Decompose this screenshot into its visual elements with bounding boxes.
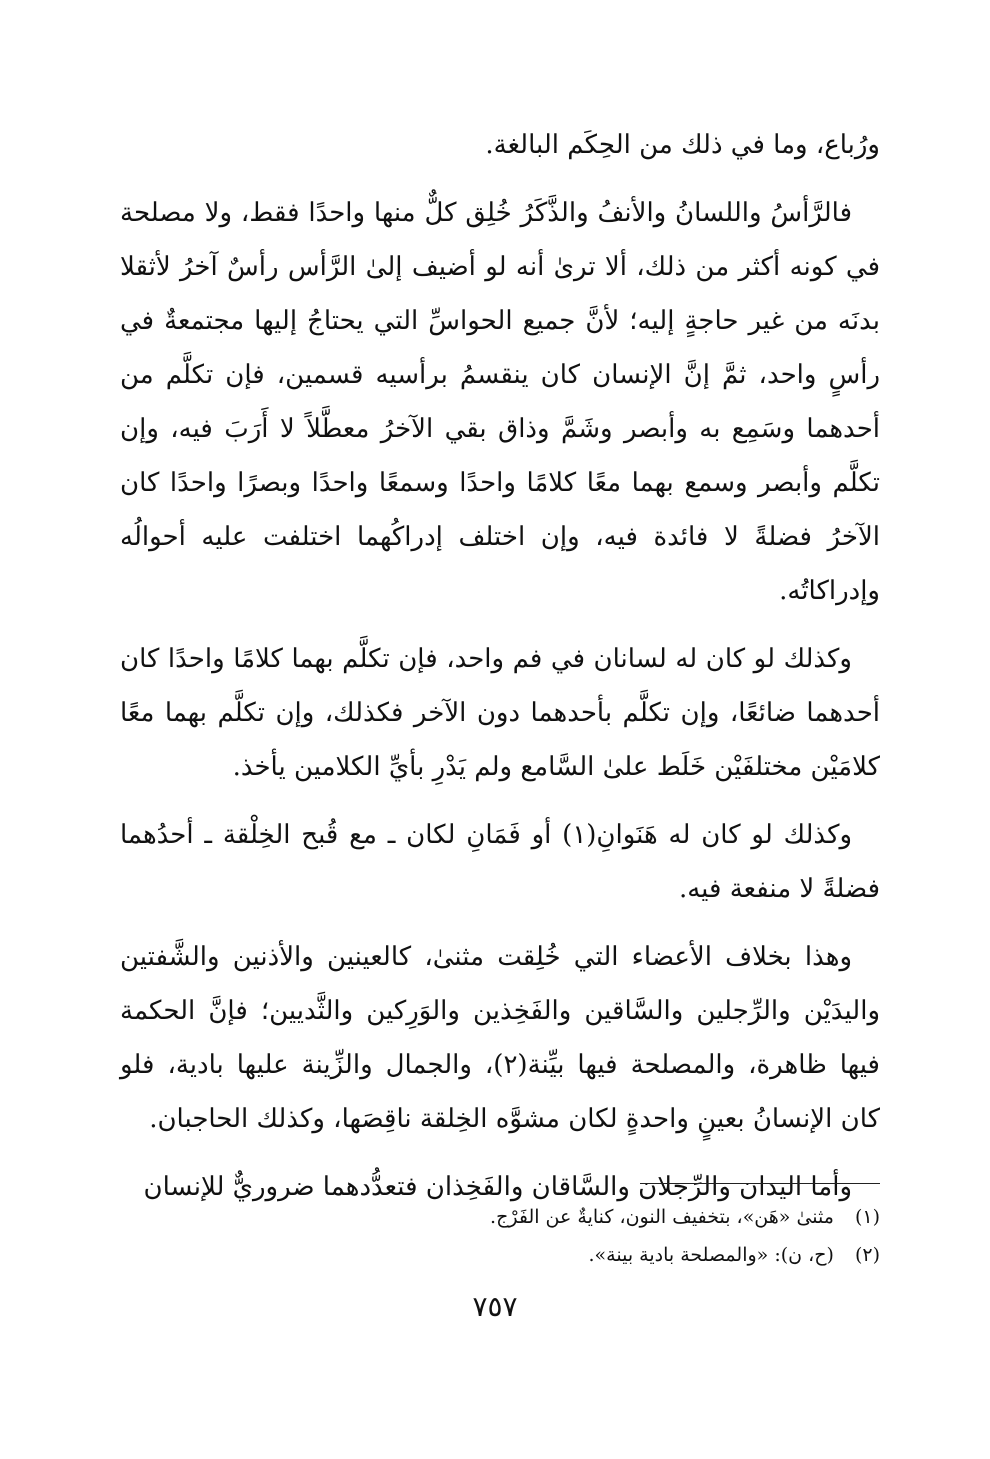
footnote-text: مثنىٰ «هَن»، بتخفيف النون، كنايةٌ عن الفَرْج.	[490, 1206, 834, 1228]
paragraph-1: ورُباع، وما في ذلك من الحِكَم البالغة.	[485, 130, 880, 160]
footnote-2	[120, 1236, 880, 1274]
footnote-1	[120, 1198, 880, 1236]
footnote-text: (ح، ن): «والمصلحة بادية بينة».	[588, 1244, 834, 1266]
paragraph-3: وكذلك لو كان له لسانان في فم واحد، فإن تكلَّم بهما كلامًا واحدًا كان أحدهما ضائعًا، وإن تكلَّم بأحدهما دون الآخر فكذلك، وإن تكلَّم بهما معًا كلامَيْن مختلفَيْن خَلَط علىٰ السَّامع ولم يَدْرِ بأيِّ الكلامين يأخذ.	[120, 644, 880, 782]
footnote-divider	[640, 1183, 880, 1184]
paragraph-2: فالرَّأسُ واللسانُ والأنفُ والذَّكَرُ خُلِق كلٌّ منها واحدًا فقط، ولا مصلحة في كونه أكثر من ذلك، ألا ترىٰ أنه لو أضيف إلىٰ الرَّأس رأسٌ آخرُ لأثقلا بدنَه من غير حاجةٍ إليه؛ لأنَّ جميع الحواسِّ التي يحتاجُ إليها مجتمعةٌ في رأسٍ واحد، ثمَّ إنَّ الإنسان كان ينقسمُ برأسيه قسمين، فإن تكلَّم من أحدهما وسَمِع به وأبصر وشَمَّ وذاق بقي الآخرُ معطَّلاً لا أَرَبَ فيه، وإن تكلَّم وأبصر وسمع بهما معًا كلامًا واحدًا وسمعًا واحدًا وبصرًا واحدًا كان الآخرُ فضلةً لا فائدة فيه، وإن اختلف إدراكُهما اختلفت عليه أحوالُه وإدراكاتُه.	[120, 198, 880, 606]
main-text	[120, 118, 880, 1228]
paragraph-5: وهذا بخلاف الأعضاء التي خُلِقت مثنىٰ، كالعينين والأذنين والشَّفتين واليدَيْن والرِّجلين والسَّاقين والفَخِذين والوَرِكين والثَّديين؛ فإنَّ الحكمة فيها ظاهرة، والمصلحة فيها بيِّنة(٢)، والجمال والزِّينة عليها بادية، فلو كان الإنسانُ بعينٍ واحدةٍ لكان مشوَّه الخِلقة ناقِصَها، وكذلك الحاجبان.	[120, 942, 881, 1134]
footnote-number: (٢)	[854, 1244, 880, 1266]
page-number: ٧٥٧	[472, 1290, 518, 1323]
paragraph-6: وأما اليدان والرِّجلان والسَّاقان والفَخِذان فتعدُّدهما ضروريٌّ للإنسان	[143, 1172, 852, 1202]
footnote-number: (١)	[854, 1206, 880, 1228]
footnotes	[120, 1198, 880, 1274]
paragraph-4: وكذلك لو كان له هَنَوانِ(١) أو فَمَانِ لكان ـ مع قُبح الخِلْقة ـ أحدُهما فضلةً لا منفعة فيه.	[120, 820, 880, 904]
